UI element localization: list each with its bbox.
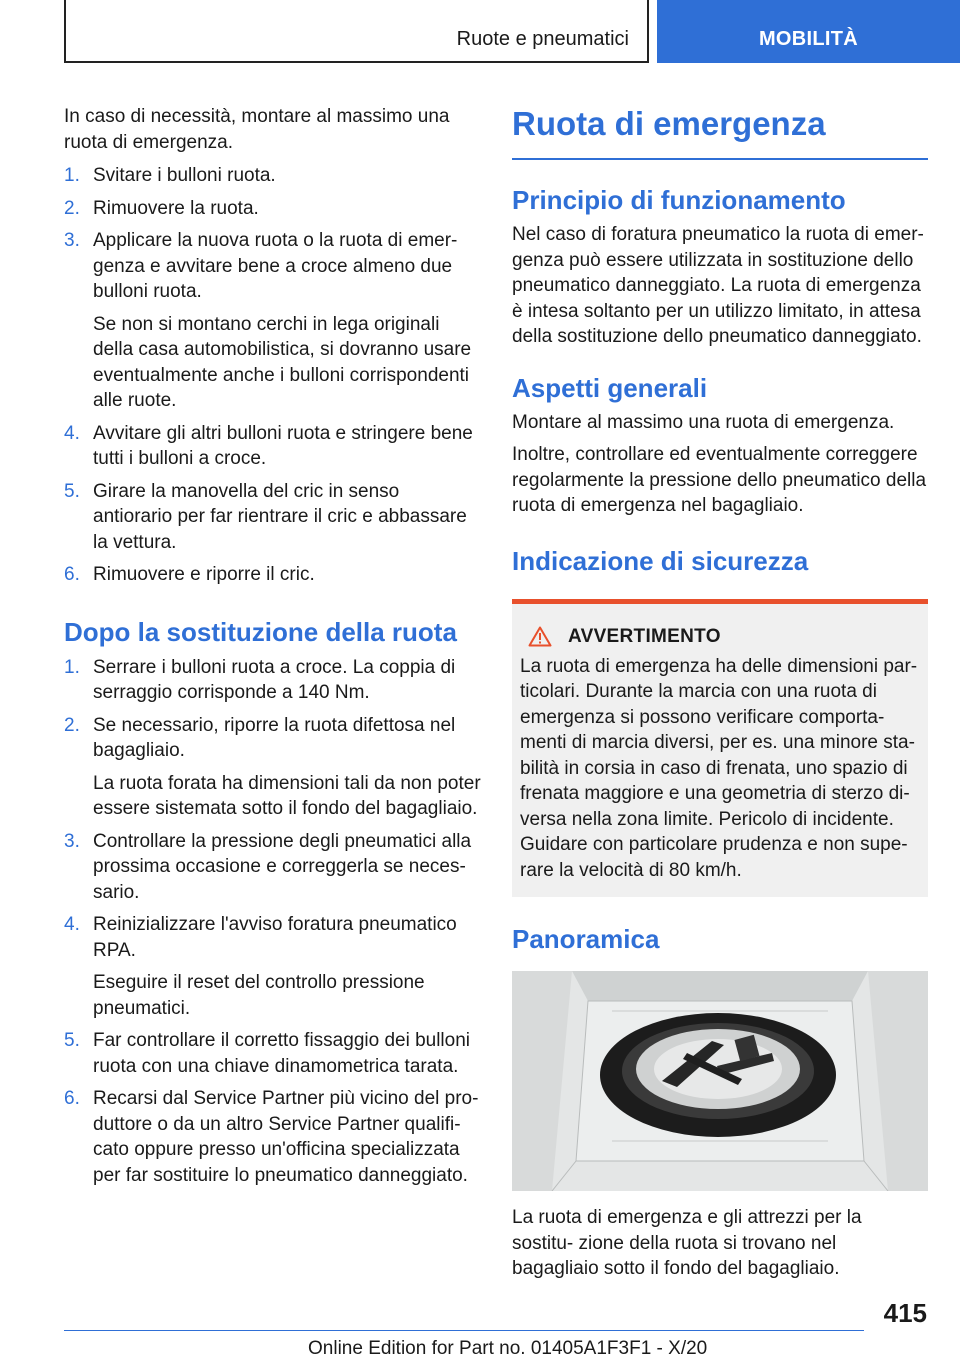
step-text: Rimuovere la ruota. <box>93 197 259 219</box>
step-text: Rimuovere e riporre il cric. <box>93 564 315 585</box>
principle-text: Nel caso di foratura pneumatico la ruota di emer‐ genza può essere utilizzata in sostituzione dello pneumatico danneggiato. La ruota di emergenza è intesa soltanto per un utilizzo limitato, in attesa della sostituzione dello pneumatico danneggiato. <box>512 224 924 347</box>
step-number: 6. <box>64 1088 80 1109</box>
step-note: La ruota forata ha dimensioni tali da non poter essere sistemata sotto il fondo del bagagliaio. <box>93 772 481 819</box>
footer-rule <box>64 1330 864 1331</box>
step-text: Serrare i bulloni ruota a croce. La coppia di serraggio corrisponde a 140 Nm. <box>93 656 456 703</box>
step-note: Se non si montano cerchi in lega originali della casa automobilistica, si dovranno usare eventualmente anche i bulloni corrispondenti alle ruote. <box>93 313 472 411</box>
step-text: Reinizializzare l'avviso foratura pneumatico RPA. <box>93 914 457 961</box>
warning-title-row <box>520 626 920 648</box>
spare-wheel-drawing <box>512 971 928 1191</box>
step-text: Se necessario, riporre la ruota difettosa nel bagagliaio. <box>93 714 456 761</box>
list-item <box>64 829 482 906</box>
list-item <box>64 562 482 588</box>
step-number: 2. <box>64 714 80 736</box>
list-item <box>64 421 482 472</box>
right-column <box>512 104 928 1282</box>
list-item <box>64 1086 482 1188</box>
list-item <box>64 196 482 222</box>
header-chapter-label: MOBILITÀ <box>758 28 859 50</box>
heading-principle: Principio di funzionamento <box>512 185 846 215</box>
step-number: 4. <box>64 422 80 444</box>
list-item <box>64 912 482 1021</box>
step-number: 1. <box>64 165 80 186</box>
section-title: Ruota di emergenza <box>512 105 826 142</box>
spare-wheel-illustration <box>512 971 928 1191</box>
list-item <box>64 713 482 822</box>
step-number: 1. <box>64 656 80 678</box>
step-number: 5. <box>64 1030 80 1051</box>
step-number: 4. <box>64 914 80 935</box>
list-item <box>64 163 482 189</box>
heading-overview: Panoramica <box>512 924 660 954</box>
general-text-2: Inoltre, controllare ed eventualmente correggere regolarmente la pressione dello pneumatico della ruota di emergenza nel bagagliaio. <box>512 444 927 516</box>
step-text: Svitare i bulloni ruota. <box>93 165 276 186</box>
step-number: 3. <box>64 230 80 251</box>
step-number: 6. <box>64 564 80 585</box>
warning-title: AVVERTIMENTO <box>568 625 721 647</box>
list-item <box>64 655 482 706</box>
heading-safety: Indicazione di sicurezza <box>512 545 809 576</box>
heading-after-replacement: Dopo la sostituzione della ruota <box>64 616 457 647</box>
step-number: 5. <box>64 480 80 502</box>
steps-list-replacement <box>64 163 482 588</box>
step-text: Recarsi dal Service Partner più vicino del pro‐ duttore o da un altro Service Partner qualifi‐ cato oppure presso un'officina specializzata per far sostituire lo pneumatico danneggiato. <box>93 1088 479 1186</box>
left-column <box>64 104 482 1188</box>
general-text-1: Montare al massimo una ruota di emergenza. <box>512 411 895 433</box>
step-text: Girare la manovella del cric in senso antiorario per far rientrare il cric e abbassare la vettura. <box>93 480 467 553</box>
list-item <box>64 228 482 414</box>
step-note: Eseguire il reset del controllo pressione pneumatici. <box>93 972 425 1019</box>
header-section-title: Ruote e pneumatici <box>456 28 629 50</box>
steps-list-after <box>64 655 482 1189</box>
step-text: Applicare la nuova ruota o la ruota di emer‐ genza e avvitare bene a croce almeno due bulloni ruota. <box>93 230 458 302</box>
page-number: 415 <box>883 1298 927 1328</box>
list-item <box>64 479 482 556</box>
intro-paragraph: In caso di necessità, montare al massimo una ruota di emergenza. <box>64 106 450 153</box>
footer-edition: Online Edition for Part no. 01405A1F3F1 - X/20 <box>308 1338 708 1359</box>
step-text: Far controllare il corretto fissaggio dei bulloni ruota con una chiave dinamometrica tarata. <box>93 1030 471 1077</box>
list-item <box>64 1028 482 1079</box>
figure-caption: La ruota di emergenza e gli attrezzi per la sostitu‐ zione della ruota si trovano nel bagagliaio sotto il fondo del bagagliaio. <box>512 1207 862 1279</box>
header-chapter-tab[interactable] <box>657 0 960 63</box>
step-number: 3. <box>64 830 80 852</box>
heading-general: Aspetti generali <box>512 372 708 403</box>
step-number: 2. <box>64 197 80 219</box>
warning-box <box>512 599 928 898</box>
title-rule <box>512 158 928 160</box>
warning-triangle-icon <box>528 626 552 647</box>
warning-text: La ruota di emergenza ha delle dimensioni par‐ ticolari. Durante la marcia con una ruota di emergenza si possono verificare comporta‐ menti di marcia diversi, per es. una minore sta‐ bilità in corsia in caso di frenata, uno spazio di frenata maggiore e una geometria di sterzo di‐ versa nella zona limite. Pericolo di incidente. Guidare con particolare prudenza e non supe‐ rare la velocità di 80 km/h. <box>520 655 918 881</box>
step-text: Avvitare gli altri bulloni ruota e stringere bene tutti i bulloni a croce. <box>93 422 473 469</box>
step-text: Controllare la pressione degli pneumatici alla prossima occasione e correggerla se neces‐ sario. <box>93 830 472 903</box>
header-section-box <box>64 0 649 63</box>
